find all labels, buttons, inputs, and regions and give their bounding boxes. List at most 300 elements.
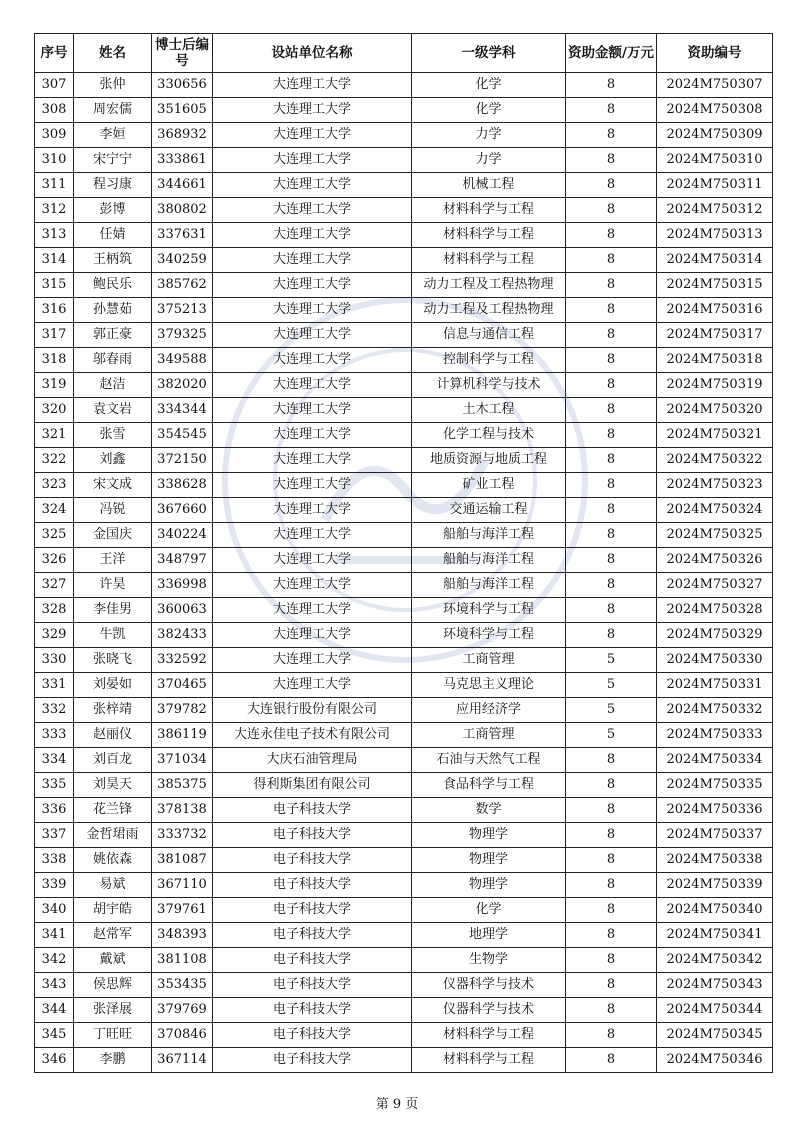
cell-name: 金国庆 bbox=[74, 523, 152, 548]
cell-postdoc-id: 379325 bbox=[152, 323, 213, 348]
table-row bbox=[35, 773, 773, 798]
cell-grant-id: 2024M750321 bbox=[657, 423, 773, 448]
cell-institution: 大连理工大学 bbox=[213, 648, 412, 673]
cell-institution: 大连理工大学 bbox=[213, 173, 412, 198]
cell-name: 彭博 bbox=[74, 198, 152, 223]
cell-postdoc-id: 340259 bbox=[152, 248, 213, 273]
cell-name: 赵丽仪 bbox=[74, 723, 152, 748]
cell-postdoc-id: 381087 bbox=[152, 848, 213, 873]
cell-institution: 大连理工大学 bbox=[213, 448, 412, 473]
cell-index: 346 bbox=[35, 1048, 74, 1073]
cell-amount: 5 bbox=[566, 698, 657, 723]
cell-institution: 电子科技大学 bbox=[213, 1023, 412, 1048]
cell-discipline: 信息与通信工程 bbox=[412, 323, 566, 348]
cell-institution: 大连理工大学 bbox=[213, 473, 412, 498]
cell-index: 324 bbox=[35, 498, 74, 523]
cell-name: 任婧 bbox=[74, 223, 152, 248]
cell-name: 程习康 bbox=[74, 173, 152, 198]
cell-institution: 大连理工大学 bbox=[213, 598, 412, 623]
cell-postdoc-id: 333732 bbox=[152, 823, 213, 848]
cell-discipline: 化学工程与技术 bbox=[412, 423, 566, 448]
table-row bbox=[35, 123, 773, 148]
cell-index: 343 bbox=[35, 973, 74, 998]
header-amount: 资助金额/万元 bbox=[566, 34, 657, 73]
cell-postdoc-id: 371034 bbox=[152, 748, 213, 773]
cell-grant-id: 2024M750316 bbox=[657, 298, 773, 323]
cell-name: 袁文岩 bbox=[74, 398, 152, 423]
header-postdoc-id: 博士后编号 bbox=[152, 34, 213, 73]
cell-amount: 8 bbox=[566, 473, 657, 498]
cell-institution: 电子科技大学 bbox=[213, 873, 412, 898]
cell-postdoc-id: 332592 bbox=[152, 648, 213, 673]
header-name: 姓名 bbox=[74, 34, 152, 73]
cell-name: 刘百龙 bbox=[74, 748, 152, 773]
cell-discipline: 化学 bbox=[412, 73, 566, 98]
cell-discipline: 马克思主义理论 bbox=[412, 673, 566, 698]
cell-grant-id: 2024M750313 bbox=[657, 223, 773, 248]
cell-postdoc-id: 378138 bbox=[152, 798, 213, 823]
cell-postdoc-id: 367660 bbox=[152, 498, 213, 523]
cell-index: 327 bbox=[35, 573, 74, 598]
table-row bbox=[35, 273, 773, 298]
cell-amount: 8 bbox=[566, 548, 657, 573]
cell-discipline: 力学 bbox=[412, 148, 566, 173]
cell-institution: 大连理工大学 bbox=[213, 398, 412, 423]
cell-grant-id: 2024M750323 bbox=[657, 473, 773, 498]
table-row bbox=[35, 748, 773, 773]
cell-amount: 5 bbox=[566, 648, 657, 673]
cell-grant-id: 2024M750332 bbox=[657, 698, 773, 723]
cell-grant-id: 2024M750340 bbox=[657, 898, 773, 923]
cell-index: 320 bbox=[35, 398, 74, 423]
cell-postdoc-id: 360063 bbox=[152, 598, 213, 623]
cell-postdoc-id: 385762 bbox=[152, 273, 213, 298]
cell-amount: 8 bbox=[566, 1048, 657, 1073]
cell-name: 张泽展 bbox=[74, 998, 152, 1023]
cell-discipline: 物理学 bbox=[412, 873, 566, 898]
table-row bbox=[35, 623, 773, 648]
cell-name: 郭正豪 bbox=[74, 323, 152, 348]
cell-amount: 8 bbox=[566, 598, 657, 623]
cell-grant-id: 2024M750317 bbox=[657, 323, 773, 348]
cell-grant-id: 2024M750320 bbox=[657, 398, 773, 423]
table-row bbox=[35, 348, 773, 373]
cell-amount: 8 bbox=[566, 773, 657, 798]
cell-postdoc-id: 368932 bbox=[152, 123, 213, 148]
cell-discipline: 地质资源与地质工程 bbox=[412, 448, 566, 473]
cell-grant-id: 2024M750336 bbox=[657, 798, 773, 823]
cell-name: 宋宁宁 bbox=[74, 148, 152, 173]
cell-postdoc-id: 337631 bbox=[152, 223, 213, 248]
cell-discipline: 材料科学与工程 bbox=[412, 248, 566, 273]
cell-institution: 大连理工大学 bbox=[213, 273, 412, 298]
cell-discipline: 物理学 bbox=[412, 848, 566, 873]
cell-amount: 8 bbox=[566, 373, 657, 398]
cell-name: 赵洁 bbox=[74, 373, 152, 398]
cell-amount: 5 bbox=[566, 673, 657, 698]
cell-index: 307 bbox=[35, 73, 74, 98]
cell-postdoc-id: 380802 bbox=[152, 198, 213, 223]
cell-index: 328 bbox=[35, 598, 74, 623]
cell-amount: 8 bbox=[566, 498, 657, 523]
cell-discipline: 工商管理 bbox=[412, 648, 566, 673]
cell-grant-id: 2024M750327 bbox=[657, 573, 773, 598]
cell-index: 345 bbox=[35, 1023, 74, 1048]
cell-grant-id: 2024M750343 bbox=[657, 973, 773, 998]
cell-index: 334 bbox=[35, 748, 74, 773]
cell-postdoc-id: 333861 bbox=[152, 148, 213, 173]
funding-table bbox=[34, 33, 773, 1073]
cell-discipline: 机械工程 bbox=[412, 173, 566, 198]
cell-index: 330 bbox=[35, 648, 74, 673]
cell-index: 309 bbox=[35, 123, 74, 148]
cell-postdoc-id: 349588 bbox=[152, 348, 213, 373]
header-discipline: 一级学科 bbox=[412, 34, 566, 73]
cell-grant-id: 2024M750329 bbox=[657, 623, 773, 648]
cell-index: 313 bbox=[35, 223, 74, 248]
cell-name: 鲍民乐 bbox=[74, 273, 152, 298]
cell-discipline: 材料科学与工程 bbox=[412, 223, 566, 248]
cell-name: 李佳男 bbox=[74, 598, 152, 623]
cell-postdoc-id: 351605 bbox=[152, 98, 213, 123]
cell-institution: 电子科技大学 bbox=[213, 898, 412, 923]
cell-amount: 8 bbox=[566, 998, 657, 1023]
cell-name: 刘昊天 bbox=[74, 773, 152, 798]
table-row bbox=[35, 823, 773, 848]
cell-grant-id: 2024M750346 bbox=[657, 1048, 773, 1073]
table-row bbox=[35, 548, 773, 573]
cell-name: 牛凯 bbox=[74, 623, 152, 648]
cell-discipline: 应用经济学 bbox=[412, 698, 566, 723]
cell-institution: 大连理工大学 bbox=[213, 148, 412, 173]
cell-grant-id: 2024M750310 bbox=[657, 148, 773, 173]
table-row bbox=[35, 923, 773, 948]
cell-discipline: 地理学 bbox=[412, 923, 566, 948]
cell-discipline: 环境科学与工程 bbox=[412, 623, 566, 648]
cell-amount: 8 bbox=[566, 948, 657, 973]
cell-grant-id: 2024M750324 bbox=[657, 498, 773, 523]
cell-discipline: 化学 bbox=[412, 98, 566, 123]
cell-index: 340 bbox=[35, 898, 74, 923]
cell-grant-id: 2024M750308 bbox=[657, 98, 773, 123]
cell-amount: 8 bbox=[566, 98, 657, 123]
cell-index: 316 bbox=[35, 298, 74, 323]
cell-postdoc-id: 334344 bbox=[152, 398, 213, 423]
cell-index: 319 bbox=[35, 373, 74, 398]
cell-discipline: 计算机科学与技术 bbox=[412, 373, 566, 398]
cell-index: 344 bbox=[35, 998, 74, 1023]
cell-discipline: 交通运输工程 bbox=[412, 498, 566, 523]
cell-index: 342 bbox=[35, 948, 74, 973]
cell-discipline: 土木工程 bbox=[412, 398, 566, 423]
cell-discipline: 材料科学与工程 bbox=[412, 198, 566, 223]
table-row bbox=[35, 998, 773, 1023]
cell-discipline: 控制科学与工程 bbox=[412, 348, 566, 373]
header-index: 序号 bbox=[35, 34, 74, 73]
cell-index: 325 bbox=[35, 523, 74, 548]
table-row bbox=[35, 73, 773, 98]
cell-grant-id: 2024M750330 bbox=[657, 648, 773, 673]
cell-grant-id: 2024M750338 bbox=[657, 848, 773, 873]
cell-name: 张仲 bbox=[74, 73, 152, 98]
cell-amount: 8 bbox=[566, 423, 657, 448]
cell-name: 冯锐 bbox=[74, 498, 152, 523]
cell-postdoc-id: 367114 bbox=[152, 1048, 213, 1073]
cell-postdoc-id: 354545 bbox=[152, 423, 213, 448]
cell-discipline: 工商管理 bbox=[412, 723, 566, 748]
cell-postdoc-id: 336998 bbox=[152, 573, 213, 598]
cell-grant-id: 2024M750312 bbox=[657, 198, 773, 223]
table-row bbox=[35, 673, 773, 698]
cell-institution: 电子科技大学 bbox=[213, 1048, 412, 1073]
cell-name: 张梓靖 bbox=[74, 698, 152, 723]
table-row bbox=[35, 98, 773, 123]
cell-discipline: 食品科学与工程 bbox=[412, 773, 566, 798]
cell-index: 315 bbox=[35, 273, 74, 298]
table-row bbox=[35, 323, 773, 348]
cell-institution: 电子科技大学 bbox=[213, 823, 412, 848]
cell-index: 326 bbox=[35, 548, 74, 573]
cell-postdoc-id: 386119 bbox=[152, 723, 213, 748]
cell-institution: 大连理工大学 bbox=[213, 423, 412, 448]
cell-postdoc-id: 372150 bbox=[152, 448, 213, 473]
cell-name: 李鹏 bbox=[74, 1048, 152, 1073]
cell-name: 王柄筑 bbox=[74, 248, 152, 273]
cell-index: 329 bbox=[35, 623, 74, 648]
cell-institution: 大连理工大学 bbox=[213, 523, 412, 548]
cell-institution: 大连理工大学 bbox=[213, 98, 412, 123]
cell-index: 321 bbox=[35, 423, 74, 448]
table-row bbox=[35, 723, 773, 748]
cell-grant-id: 2024M750319 bbox=[657, 373, 773, 398]
cell-name: 胡宇皓 bbox=[74, 898, 152, 923]
cell-postdoc-id: 379782 bbox=[152, 698, 213, 723]
table-header-row bbox=[35, 34, 773, 73]
table-row bbox=[35, 873, 773, 898]
header-institution: 设站单位名称 bbox=[213, 34, 412, 73]
cell-grant-id: 2024M750318 bbox=[657, 348, 773, 373]
table-row bbox=[35, 573, 773, 598]
cell-postdoc-id: 348393 bbox=[152, 923, 213, 948]
cell-institution: 大连理工大学 bbox=[213, 498, 412, 523]
cell-amount: 8 bbox=[566, 73, 657, 98]
table-row bbox=[35, 398, 773, 423]
cell-postdoc-id: 382020 bbox=[152, 373, 213, 398]
cell-grant-id: 2024M750345 bbox=[657, 1023, 773, 1048]
cell-grant-id: 2024M750328 bbox=[657, 598, 773, 623]
table-row bbox=[35, 898, 773, 923]
table-row bbox=[35, 148, 773, 173]
cell-amount: 8 bbox=[566, 748, 657, 773]
cell-index: 314 bbox=[35, 248, 74, 273]
cell-institution: 大连理工大学 bbox=[213, 573, 412, 598]
cell-postdoc-id: 330656 bbox=[152, 73, 213, 98]
cell-discipline: 环境科学与工程 bbox=[412, 598, 566, 623]
cell-institution: 大连理工大学 bbox=[213, 548, 412, 573]
table-row bbox=[35, 523, 773, 548]
cell-postdoc-id: 344661 bbox=[152, 173, 213, 198]
table-row bbox=[35, 648, 773, 673]
table-row bbox=[35, 598, 773, 623]
cell-institution: 电子科技大学 bbox=[213, 798, 412, 823]
cell-index: 322 bbox=[35, 448, 74, 473]
cell-postdoc-id: 381108 bbox=[152, 948, 213, 973]
cell-institution: 大连理工大学 bbox=[213, 673, 412, 698]
cell-grant-id: 2024M750307 bbox=[657, 73, 773, 98]
cell-name: 刘晏如 bbox=[74, 673, 152, 698]
cell-name: 姚依森 bbox=[74, 848, 152, 873]
cell-grant-id: 2024M750337 bbox=[657, 823, 773, 848]
cell-name: 花兰锋 bbox=[74, 798, 152, 823]
cell-discipline: 材料科学与工程 bbox=[412, 1023, 566, 1048]
cell-amount: 8 bbox=[566, 623, 657, 648]
cell-grant-id: 2024M750325 bbox=[657, 523, 773, 548]
cell-amount: 8 bbox=[566, 973, 657, 998]
cell-institution: 电子科技大学 bbox=[213, 923, 412, 948]
cell-amount: 8 bbox=[566, 248, 657, 273]
cell-institution: 大连理工大学 bbox=[213, 348, 412, 373]
cell-grant-id: 2024M750326 bbox=[657, 548, 773, 573]
table-row bbox=[35, 298, 773, 323]
cell-grant-id: 2024M750309 bbox=[657, 123, 773, 148]
cell-postdoc-id: 340224 bbox=[152, 523, 213, 548]
cell-postdoc-id: 385375 bbox=[152, 773, 213, 798]
table-row bbox=[35, 948, 773, 973]
cell-postdoc-id: 379761 bbox=[152, 898, 213, 923]
table-row bbox=[35, 173, 773, 198]
cell-amount: 8 bbox=[566, 123, 657, 148]
table-row bbox=[35, 848, 773, 873]
cell-institution: 电子科技大学 bbox=[213, 948, 412, 973]
table-row bbox=[35, 1048, 773, 1073]
page-number: 第 9 页 bbox=[375, 1097, 419, 1112]
cell-institution: 大连理工大学 bbox=[213, 73, 412, 98]
cell-index: 341 bbox=[35, 923, 74, 948]
cell-amount: 8 bbox=[566, 798, 657, 823]
table-row bbox=[35, 248, 773, 273]
cell-index: 308 bbox=[35, 98, 74, 123]
cell-amount: 5 bbox=[566, 723, 657, 748]
cell-index: 333 bbox=[35, 723, 74, 748]
cell-grant-id: 2024M750314 bbox=[657, 248, 773, 273]
cell-index: 337 bbox=[35, 823, 74, 848]
table-row bbox=[35, 423, 773, 448]
cell-amount: 8 bbox=[566, 823, 657, 848]
cell-amount: 8 bbox=[566, 898, 657, 923]
cell-amount: 8 bbox=[566, 323, 657, 348]
cell-name: 李姮 bbox=[74, 123, 152, 148]
cell-name: 侯思辉 bbox=[74, 973, 152, 998]
cell-institution: 大连理工大学 bbox=[213, 248, 412, 273]
cell-grant-id: 2024M750334 bbox=[657, 748, 773, 773]
cell-name: 丁旺旺 bbox=[74, 1023, 152, 1048]
cell-amount: 8 bbox=[566, 1023, 657, 1048]
table-row bbox=[35, 1023, 773, 1048]
cell-index: 338 bbox=[35, 848, 74, 873]
cell-index: 311 bbox=[35, 173, 74, 198]
cell-grant-id: 2024M750333 bbox=[657, 723, 773, 748]
cell-institution: 大庆石油管理局 bbox=[213, 748, 412, 773]
cell-discipline: 生物学 bbox=[412, 948, 566, 973]
table-row bbox=[35, 223, 773, 248]
cell-index: 310 bbox=[35, 148, 74, 173]
cell-index: 335 bbox=[35, 773, 74, 798]
cell-institution: 电子科技大学 bbox=[213, 848, 412, 873]
table-row bbox=[35, 473, 773, 498]
cell-grant-id: 2024M750344 bbox=[657, 998, 773, 1023]
cell-amount: 8 bbox=[566, 173, 657, 198]
cell-discipline: 化学 bbox=[412, 898, 566, 923]
cell-name: 金哲珺雨 bbox=[74, 823, 152, 848]
cell-discipline: 数学 bbox=[412, 798, 566, 823]
cell-name: 孙慧茹 bbox=[74, 298, 152, 323]
cell-institution: 大连理工大学 bbox=[213, 323, 412, 348]
cell-grant-id: 2024M750342 bbox=[657, 948, 773, 973]
cell-discipline: 动力工程及工程热物理 bbox=[412, 298, 566, 323]
cell-discipline: 材料科学与工程 bbox=[412, 1048, 566, 1073]
cell-name: 邬春雨 bbox=[74, 348, 152, 373]
cell-institution: 大连银行股份有限公司 bbox=[213, 698, 412, 723]
cell-institution: 大连永佳电子技术有限公司 bbox=[213, 723, 412, 748]
cell-amount: 8 bbox=[566, 298, 657, 323]
cell-index: 332 bbox=[35, 698, 74, 723]
cell-name: 宋文成 bbox=[74, 473, 152, 498]
cell-index: 336 bbox=[35, 798, 74, 823]
cell-institution: 大连理工大学 bbox=[213, 123, 412, 148]
cell-institution: 大连理工大学 bbox=[213, 198, 412, 223]
cell-institution: 大连理工大学 bbox=[213, 373, 412, 398]
cell-institution: 得利斯集团有限公司 bbox=[213, 773, 412, 798]
cell-postdoc-id: 338628 bbox=[152, 473, 213, 498]
cell-amount: 8 bbox=[566, 848, 657, 873]
cell-name: 周宏儒 bbox=[74, 98, 152, 123]
cell-index: 318 bbox=[35, 348, 74, 373]
table-row bbox=[35, 198, 773, 223]
cell-index: 323 bbox=[35, 473, 74, 498]
cell-name: 刘鑫 bbox=[74, 448, 152, 473]
cell-discipline: 仪器科学与技术 bbox=[412, 998, 566, 1023]
cell-institution: 大连理工大学 bbox=[213, 623, 412, 648]
cell-postdoc-id: 348797 bbox=[152, 548, 213, 573]
cell-postdoc-id: 370846 bbox=[152, 1023, 213, 1048]
cell-discipline: 物理学 bbox=[412, 823, 566, 848]
cell-name: 赵常军 bbox=[74, 923, 152, 948]
table-row bbox=[35, 973, 773, 998]
cell-discipline: 石油与天然气工程 bbox=[412, 748, 566, 773]
header-grant-id: 资助编号 bbox=[657, 34, 773, 73]
cell-index: 317 bbox=[35, 323, 74, 348]
cell-name: 王洋 bbox=[74, 548, 152, 573]
cell-postdoc-id: 353435 bbox=[152, 973, 213, 998]
cell-discipline: 力学 bbox=[412, 123, 566, 148]
cell-postdoc-id: 367110 bbox=[152, 873, 213, 898]
cell-grant-id: 2024M750341 bbox=[657, 923, 773, 948]
cell-discipline: 船舶与海洋工程 bbox=[412, 523, 566, 548]
cell-discipline: 船舶与海洋工程 bbox=[412, 573, 566, 598]
cell-amount: 8 bbox=[566, 923, 657, 948]
cell-index: 312 bbox=[35, 198, 74, 223]
cell-postdoc-id: 379769 bbox=[152, 998, 213, 1023]
cell-grant-id: 2024M750335 bbox=[657, 773, 773, 798]
table-row bbox=[35, 448, 773, 473]
cell-amount: 8 bbox=[566, 873, 657, 898]
cell-amount: 8 bbox=[566, 273, 657, 298]
cell-index: 331 bbox=[35, 673, 74, 698]
cell-institution: 大连理工大学 bbox=[213, 298, 412, 323]
table-row bbox=[35, 373, 773, 398]
cell-institution: 电子科技大学 bbox=[213, 998, 412, 1023]
cell-name: 戴斌 bbox=[74, 948, 152, 973]
